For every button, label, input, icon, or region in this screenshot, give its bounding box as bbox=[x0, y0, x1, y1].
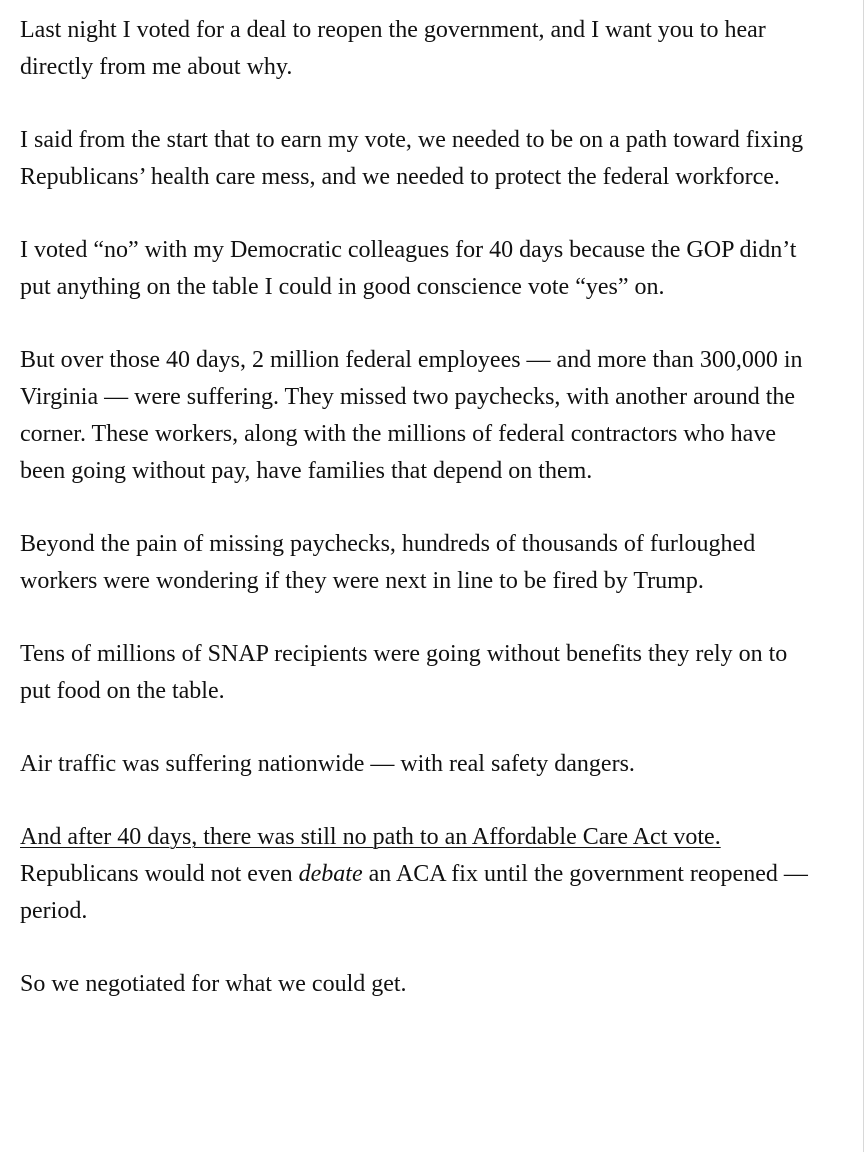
paragraph-furloughed-workers: Beyond the pain of missing paychecks, hundreds of thousands of furloughed workers were wondering if they were next in line to be fired by Trump. bbox=[20, 531, 756, 594]
article-body bbox=[20, 12, 820, 1003]
paragraph-air-traffic: Air traffic was suffering nationwide — with real safety dangers. bbox=[20, 751, 635, 777]
paragraph-negotiated: So we negotiated for what we could get. bbox=[20, 971, 407, 997]
aca-text-before: Republicans would not even bbox=[20, 861, 299, 887]
paragraph-voted-no: I voted “no” with my Democratic colleagues for 40 days because the GOP didn’t put anything on the table I could in good conscience vote “yes” on. bbox=[20, 237, 797, 300]
emphasis-debate: debate bbox=[298, 861, 363, 887]
paragraph-conditions: I said from the start that to earn my vote, we needed to be on a path toward fixing Republicans’ health care mess, and we needed to protect the federal workforce. bbox=[20, 127, 804, 190]
aca-text-after: an ACA fix until the government reopened — period. bbox=[20, 861, 808, 924]
paragraph-federal-employees: But over those 40 days, 2 million federal employees — and more than 300,000 in Virginia — were suffering. They missed two paychecks, with another around the corner. These workers, along with the millions of federal contractors who have been going without pay, have families that depend on them. bbox=[20, 347, 803, 484]
right-edge-divider bbox=[863, 0, 864, 1152]
paragraph-vote-announcement: Last night I voted for a deal to reopen the government, and I want you to hear directly from me about why. bbox=[20, 17, 766, 80]
paragraph-aca-vote bbox=[20, 819, 820, 930]
underlined-aca-sentence: And after 40 days, there was still no path to an Affordable Care Act vote. bbox=[20, 824, 721, 850]
paragraph-snap-recipients: Tens of millions of SNAP recipients were going without benefits they rely on to put food on the table. bbox=[20, 641, 788, 704]
